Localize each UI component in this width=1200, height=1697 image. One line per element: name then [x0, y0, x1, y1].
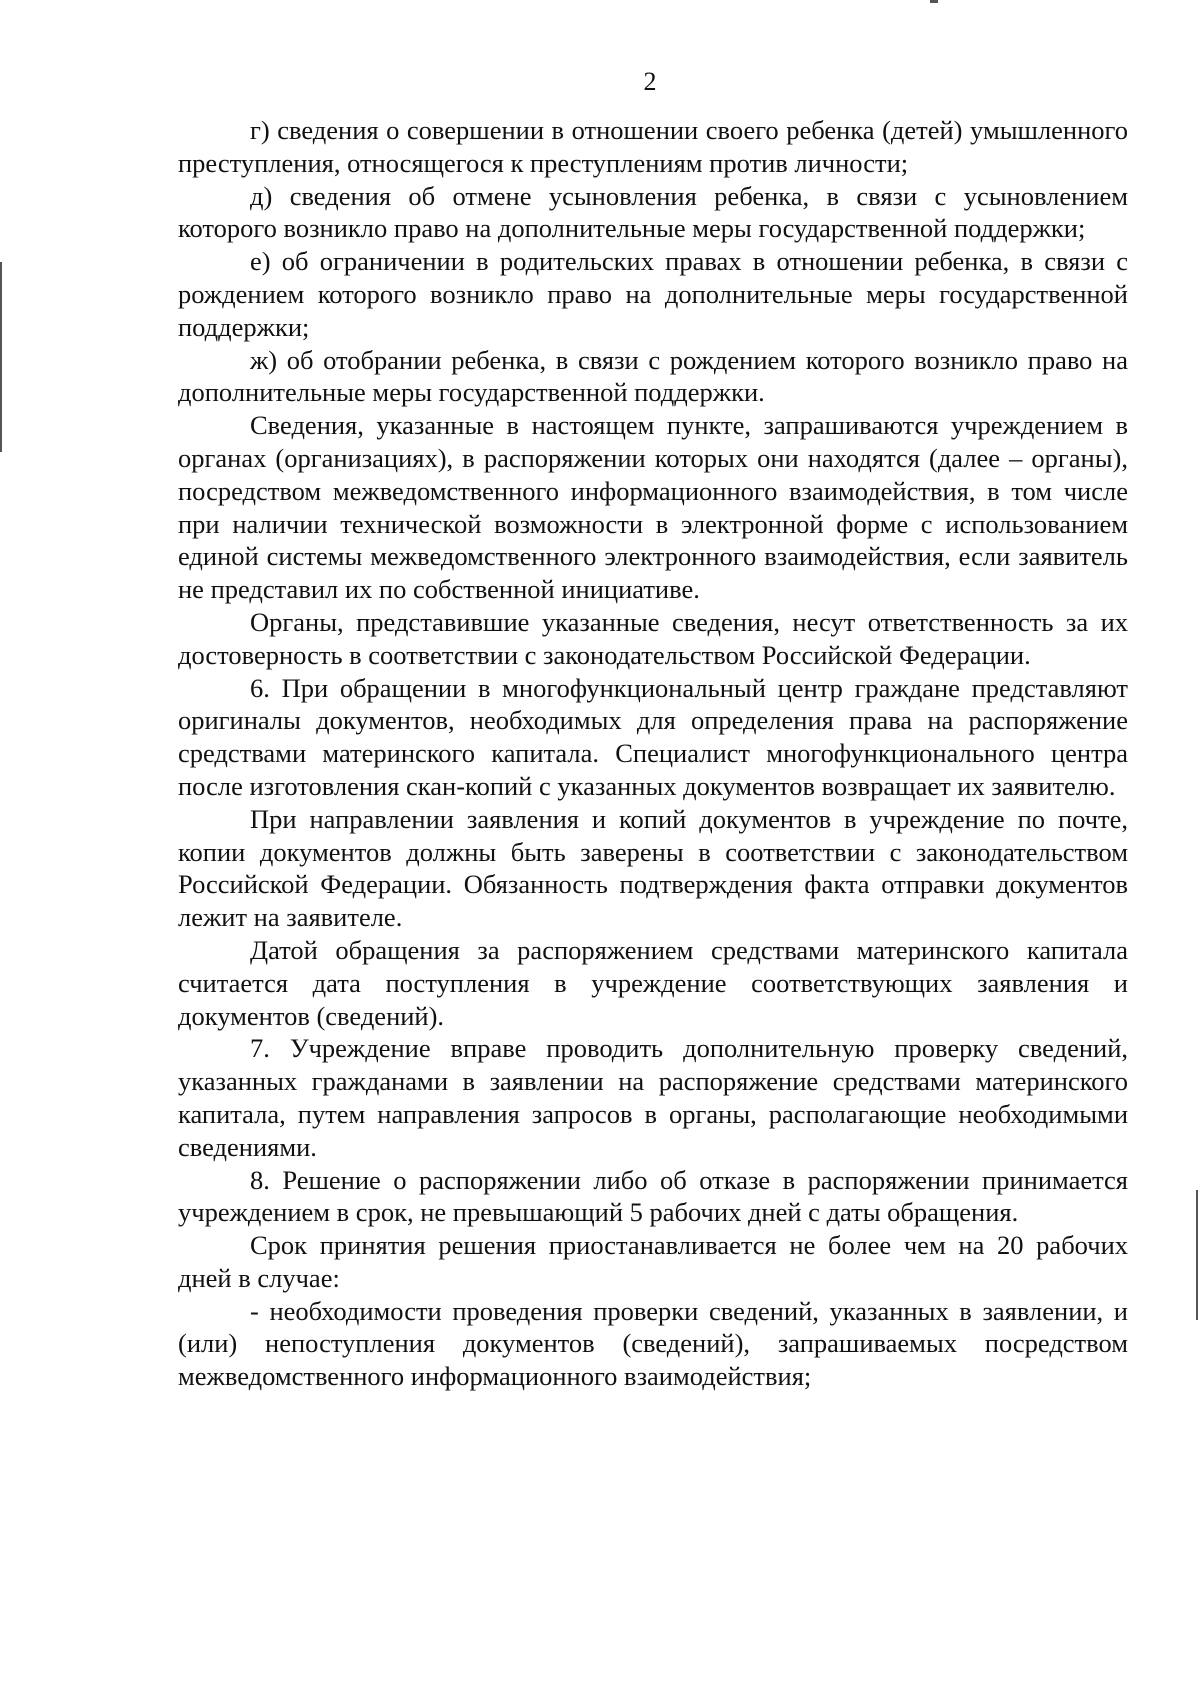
scan-edge-mark-right [1196, 1190, 1198, 1320]
scan-edge-mark-left [0, 262, 2, 452]
paragraph-suspension: Срок принятия решения приостанавливается не более чем на 20 рабочих дней в случае: [178, 1230, 1128, 1293]
paragraph-clause-8: 8. Решение о распоряжении либо об отказе в распоряжении принимается учреждением в срок, не превышающий 5 рабочих дней с даты обращения. [178, 1164, 1128, 1228]
paragraph-item-d: д) сведения об отмене усыновления ребенка, в связи с усыновлением которого возникло право на дополнительные меры государственной поддержки; [178, 180, 1128, 244]
page-number: 2 [643, 67, 657, 96]
document-body [178, 114, 1128, 1393]
paragraph-item-e: е) об ограничении в родительских правах в отношении ребенка, в связи с рождением которого возникло право на дополнительные меры государственной поддержки; [178, 246, 1128, 342]
paragraph-item-zh: ж) об отобрании ребенка, в связи с рождением которого возникло право на дополнительные меры государственной поддержки. [178, 344, 1128, 408]
paragraph-clause-6: 6. При обращении в многофункциональный центр граждане представляют оригиналы документов, необходимых для определения права на распоряжение средствами материнского капитала. Специалист многофункционального центра после изготовления скан-копий с указанных документов возвращает их заявителю. [178, 672, 1128, 801]
paragraph-responsibility: Органы, представившие указанные сведения, несут ответственность за их достоверность в соответствии с законодательством Российской Федерации. [178, 606, 1128, 670]
paragraph-item-g: г) сведения о совершении в отношении своего ребенка (детей) умышленного преступления, относящегося к преступлениям против личности; [178, 115, 1128, 178]
paragraph-mail-submission: При направлении заявления и копий документов в учреждение по почте, копии документов должны быть заверены в соответствии с законодательством Российской Федерации. Обязанность подтверждения факта отправки документов лежит на заявителе. [178, 803, 1128, 933]
paragraph-clause-7: 7. Учреждение вправе проводить дополнительную проверку сведений, указанных гражданами в заявлении на распоряжение средствами материнского капитала, путем направления запросов в органы, располагающие необходимыми сведениями. [178, 1033, 1128, 1162]
paragraph-info-request: Сведения, указанные в настоящем пункте, запрашиваются учреждением в органах (организациях), в распоряжении которых они находятся (далее – органы), посредством межведомственного информационного взаимодействия, в том числе при наличии технической возможности в электронной форме с использованием единой системы межведомственного электронного взаимодействия, если заявитель не представил их по собственной инициативе. [178, 410, 1128, 605]
paragraph-suspension-case: - необходимости проведения проверки сведений, указанных в заявлении, и (или) непоступления документов (сведений), запрашиваемых посредством межведомственного информационного взаимодействия; [178, 1295, 1128, 1392]
paragraph-application-date: Датой обращения за распоряжением средствами материнского капитала считается дата поступления в учреждение соответствующих заявления и документов (сведений). [178, 934, 1128, 1031]
scan-edge-mark-top [930, 0, 938, 3]
